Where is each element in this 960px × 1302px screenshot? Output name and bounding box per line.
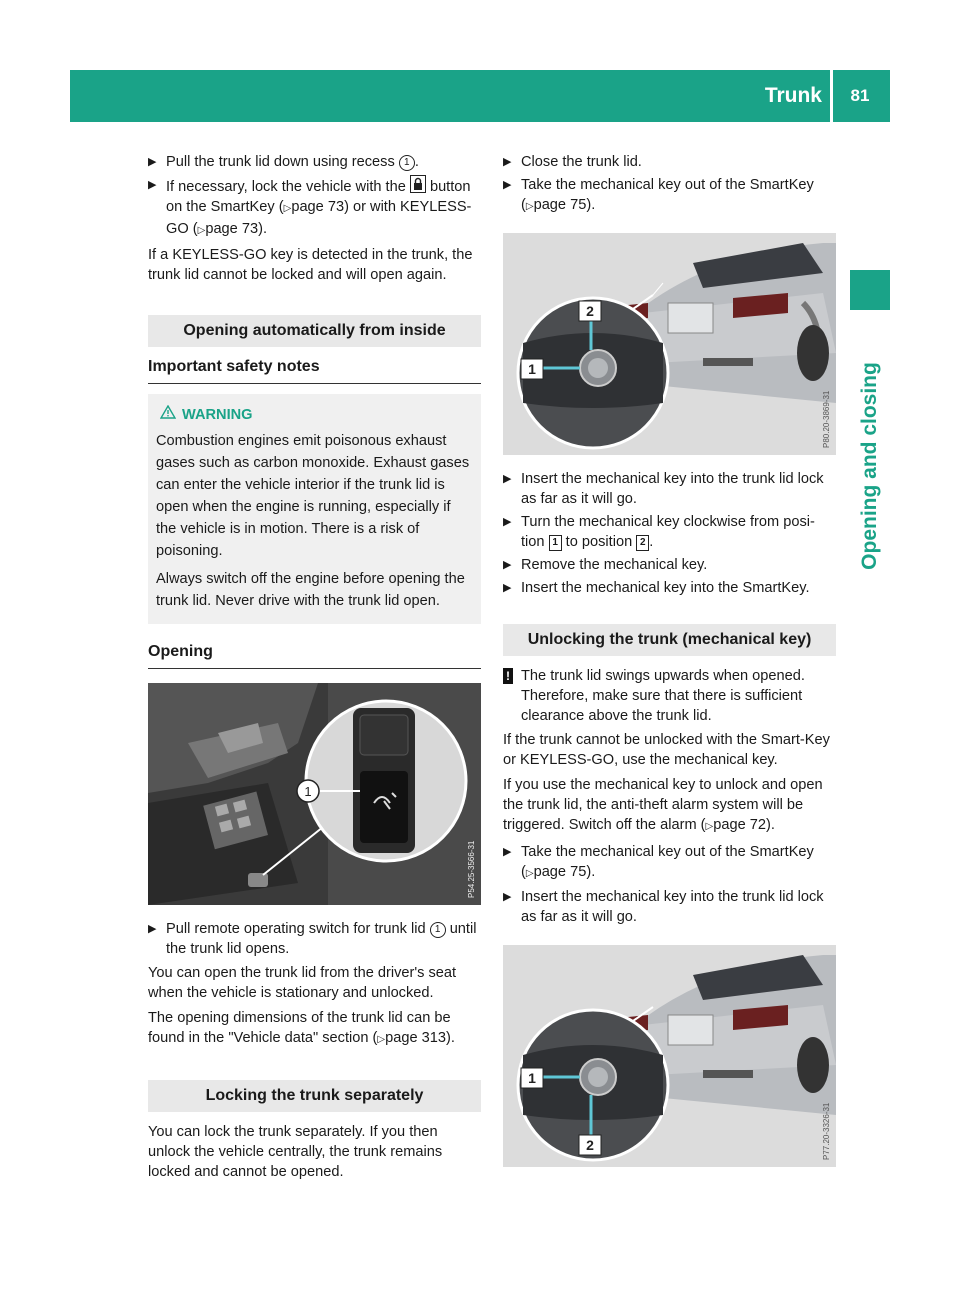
paragraph-text: page 72). (713, 817, 775, 833)
instruction-step (503, 152, 836, 172)
chapter-title: Trunk (764, 84, 822, 107)
step-text: to position (565, 534, 633, 550)
step-text: page 75). (533, 864, 596, 880)
figure-callout: 1 (528, 361, 536, 377)
step-arrow-icon: ▶ (148, 923, 157, 935)
subheading: Opening (148, 642, 481, 669)
step-text: Remove the mechanical key. (521, 557, 708, 573)
step-arrow-icon: ▶ (503, 559, 512, 571)
lock-icon (410, 175, 426, 193)
instruction-step: ▶ Pull the trunk lid down using recess 1 . (148, 154, 419, 170)
instruction-step (503, 578, 836, 598)
header-separator (830, 70, 833, 122)
step-text: Insert the mechanical key into the trunk lid lock as far as it will go. (521, 889, 824, 925)
step-text: Insert the mechanical key into the SmartKey. (521, 580, 810, 596)
warning-title (156, 404, 473, 426)
step-arrow-icon: ▶ (503, 473, 512, 485)
left-column (148, 150, 481, 1187)
page-ref-icon: ▷ (283, 203, 292, 214)
figure-door-switch (148, 683, 481, 905)
instruction-step (503, 512, 836, 552)
subheading: Important safety notes (148, 357, 481, 384)
section-heading: Unlocking the trunk (mechanical key) (503, 624, 836, 656)
instruction-step (503, 842, 836, 884)
right-column (503, 150, 836, 1181)
paragraph-text: The opening dimensions of the trunk lid can be found in the "Vehicle data" section ( (148, 1010, 451, 1046)
step-arrow-icon: ▶ (503, 582, 512, 594)
page-ref-icon: ▷ (705, 821, 714, 832)
figure-callout: 1 (304, 784, 312, 799)
paragraph (503, 775, 836, 837)
page-ref-icon: ▷ (525, 868, 534, 879)
warning-label: WARNING (182, 407, 253, 423)
step-text: page 73). (205, 221, 267, 237)
instruction-step (503, 887, 836, 927)
step-text: Pull remote operating switch for trunk lid (166, 921, 426, 937)
side-tab-label: Opening and closing (858, 362, 881, 570)
trunk-lock-photo (503, 233, 836, 455)
note (503, 666, 836, 726)
step-text: Insert the mechanical key into the trunk lid lock as far as it will go. (521, 471, 824, 507)
warning-box (148, 394, 481, 624)
position-number: 1 (549, 535, 562, 551)
warning-triangle-icon (160, 404, 176, 426)
figure-code: P54.25-3566-31 (467, 840, 476, 898)
callout-number: 1 (399, 155, 415, 171)
warning-text: Combustion engines emit poisonous exhaust gases such as carbon monoxide. Exhaust gases can enter the vehicle interior if the trunk lid is open when the engine is running, especially if the vehicle is in motion. There is a risk of poisoning. (156, 433, 470, 559)
page-ref-icon: ▷ (377, 1034, 386, 1045)
callout-number: 1 (430, 922, 446, 938)
step-text: Take the mechanical key out of the SmartKey ( (521, 844, 814, 880)
step-text: Pull the trunk lid down using recess (166, 154, 395, 170)
warning-text: Always switch off the engine before opening the trunk lid. Never drive with the trunk lid open. (156, 571, 465, 609)
step-arrow-icon: ▶ (503, 846, 512, 858)
instruction-step (148, 919, 481, 959)
figure-trunk-lock (503, 233, 836, 455)
figure-callout: 2 (586, 1137, 594, 1153)
position-number: 2 (636, 535, 649, 551)
instruction-step (148, 175, 481, 241)
step-arrow-icon: ▶ (148, 156, 157, 168)
paragraph: If the trunk cannot be unlocked with the Smart-Key or KEYLESS-GO, use the mechanical key. (503, 732, 830, 768)
section-heading: Locking the trunk separately (148, 1080, 481, 1112)
instruction-step (503, 469, 836, 509)
figure-trunk-lock-unlock (503, 945, 836, 1167)
step-arrow-icon: ▶ (148, 179, 157, 191)
step-text: . (649, 534, 654, 550)
step-arrow-icon: ▶ (503, 516, 512, 528)
step-text: button on the SmartKey ( (166, 179, 471, 215)
figure-callout: 2 (586, 303, 594, 319)
step-text: Close the trunk lid. (521, 154, 642, 170)
page-ref-icon: ▷ (197, 225, 206, 236)
paragraph-text: If you use the mechanical key to unlock and open the trunk lid, the anti-theft alarm system will be triggered. Switch off the alarm ( (503, 777, 823, 833)
instruction-step (503, 175, 836, 217)
figure-code: P77.20-3326-31 (822, 1102, 831, 1160)
paragraph-text: page 313). (385, 1030, 455, 1046)
step-arrow-icon: ▶ (503, 891, 512, 903)
figure-code: P80.20-3869-31 (822, 390, 831, 448)
step-text: If necessary, lock the vehicle with the (166, 179, 406, 195)
step-text: Turn the mechanical key clockwise from posi-tion (521, 514, 815, 550)
paragraph: You can lock the trunk separately. If you then unlock the vehicle centrally, the trunk remains locked and cannot be opened. (148, 1124, 443, 1180)
note-text: The trunk lid swings upwards when opened. Therefore, make sure that there is sufficient clearance above the trunk lid. (521, 668, 805, 724)
door-switch-photo (148, 683, 481, 905)
instruction-step (503, 555, 836, 575)
step-arrow-icon: ▶ (503, 156, 512, 168)
step-text: page 75). (533, 197, 596, 213)
paragraph: You can open the trunk lid from the driver's seat when the vehicle is stationary and unlocked. (148, 965, 457, 1001)
section-heading: Opening automatically from inside (148, 315, 481, 347)
trunk-unlock-photo (503, 945, 836, 1167)
figure-callout: 1 (528, 1070, 536, 1086)
exclamation-icon: ! (503, 668, 513, 684)
step-text: page 73) or with KEYLESS-GO ( (166, 199, 472, 237)
paragraph (148, 1008, 481, 1050)
step-text: until the trunk lid opens. (166, 921, 477, 957)
side-tab-marker (850, 270, 890, 310)
step-text: Take the mechanical key out of the SmartKey ( (521, 177, 814, 213)
page-number: 81 (850, 86, 870, 105)
paragraph: If a KEYLESS-GO key is detected in the trunk, the trunk lid cannot be locked and will open again. (148, 247, 473, 283)
page-ref-icon: ▷ (525, 201, 534, 212)
step-arrow-icon: ▶ (503, 179, 512, 191)
